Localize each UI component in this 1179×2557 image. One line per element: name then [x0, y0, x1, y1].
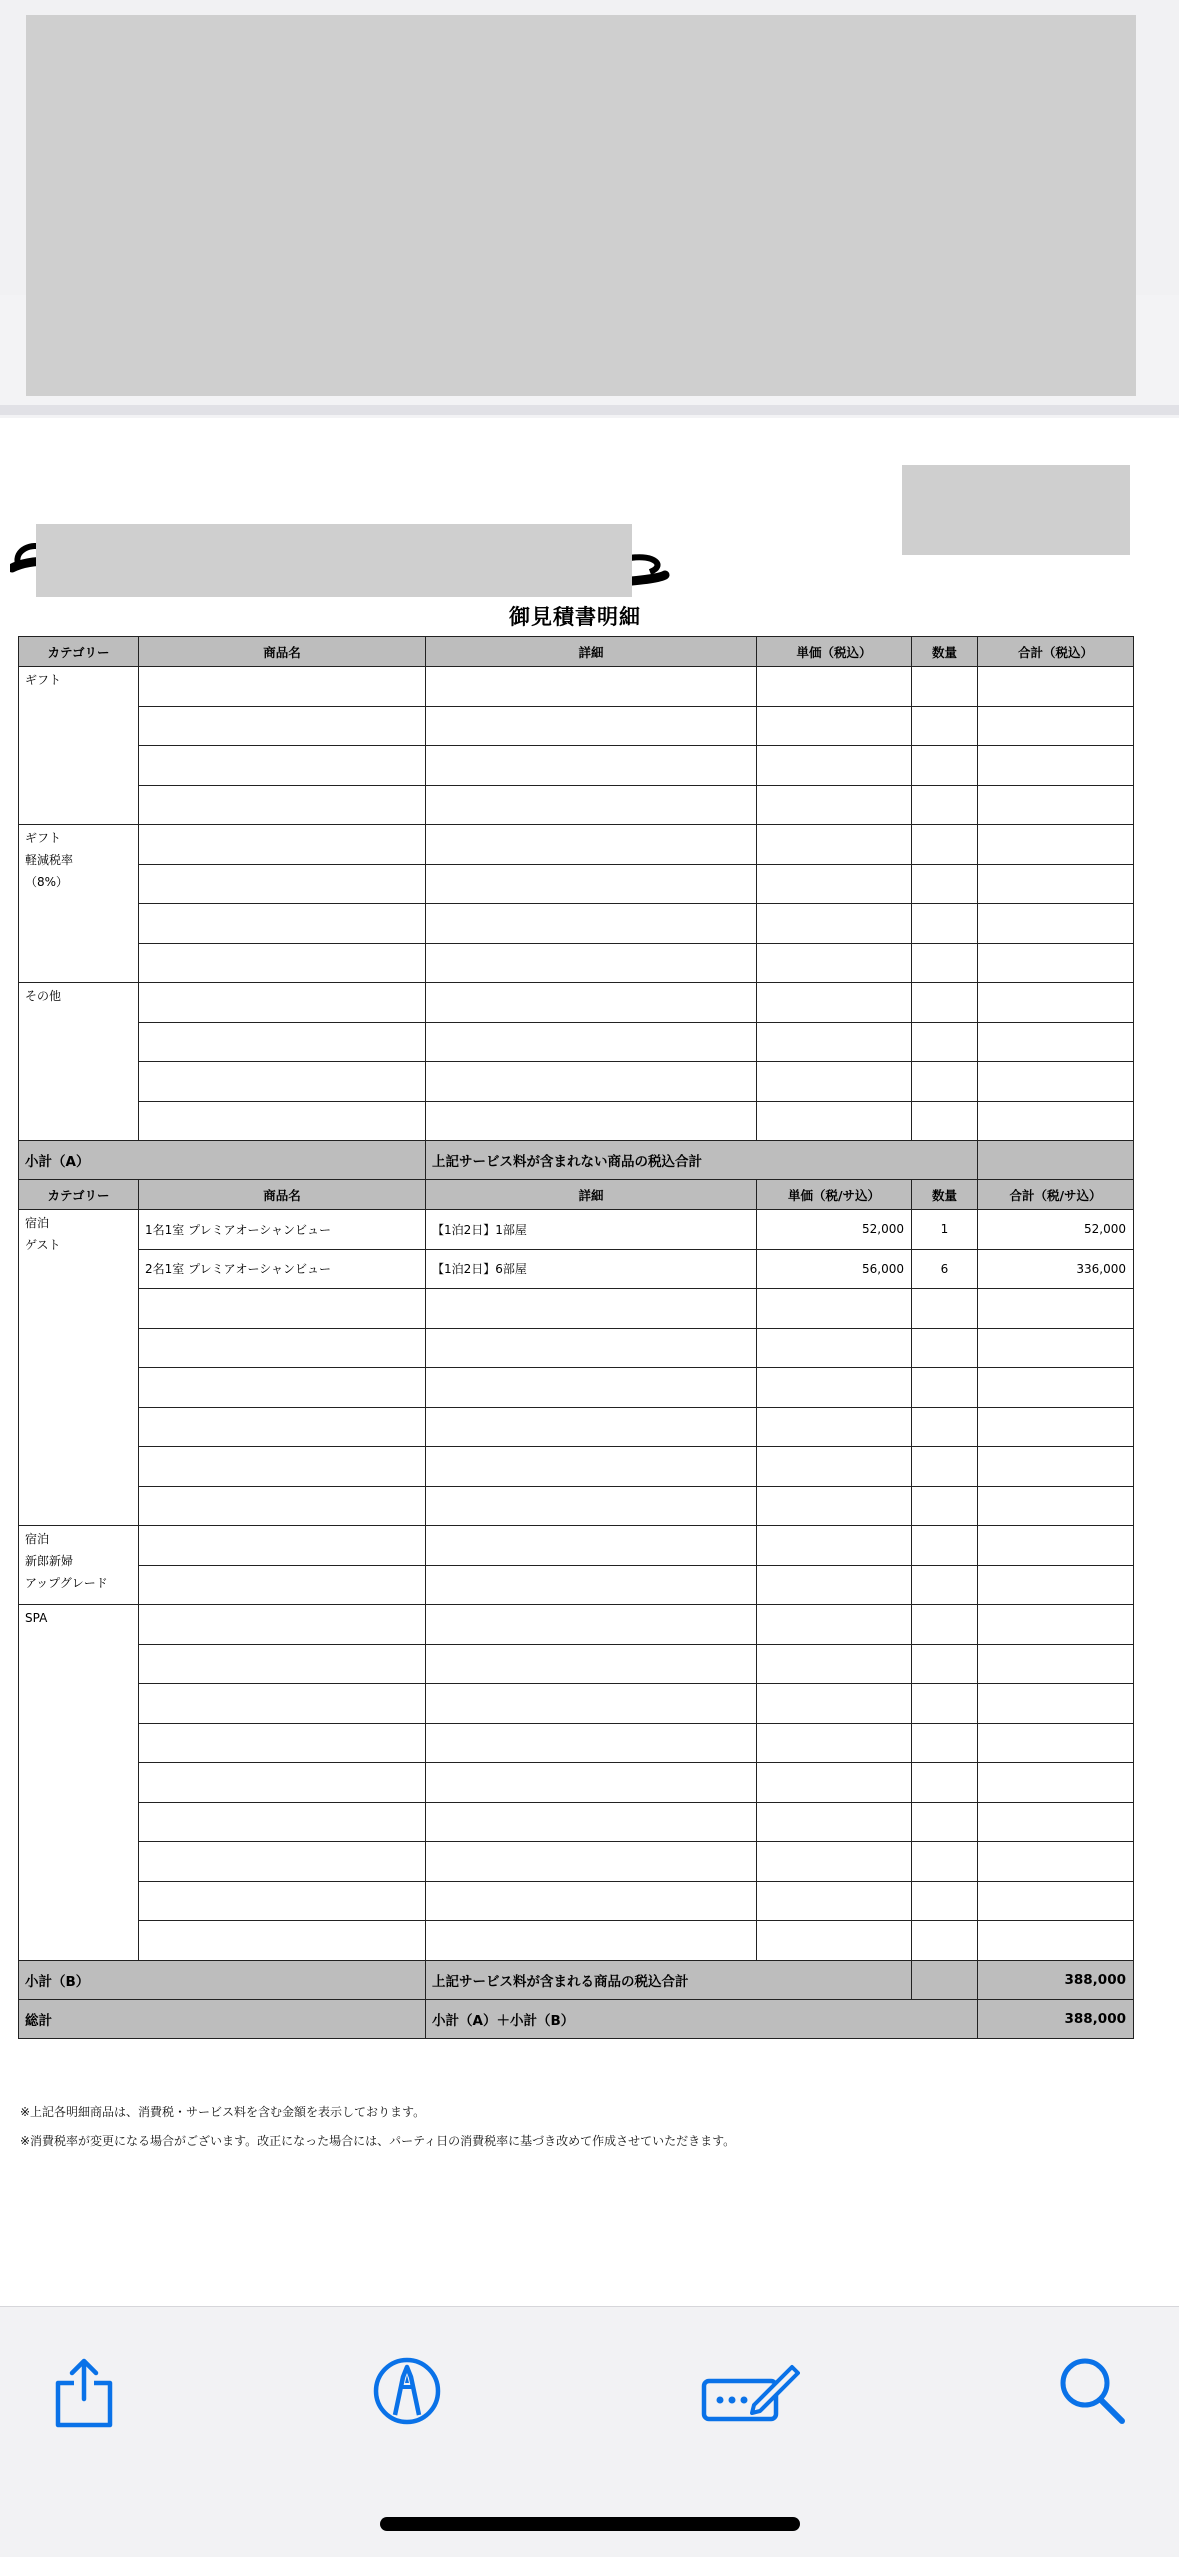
table-cell [426, 1526, 757, 1566]
category-cell: ギフト 軽減税率 （8%） [19, 825, 139, 983]
table-cell [978, 1605, 1134, 1645]
table-row [19, 825, 1134, 865]
table-cell [139, 1022, 426, 1062]
table-cell [139, 1328, 426, 1368]
column-header: 商品名 [139, 1180, 426, 1210]
signature-icon [700, 2353, 800, 2429]
summary-description: 上記サービス料が含まれる商品の税込合計 [426, 1960, 912, 1999]
table-cell [978, 1328, 1134, 1368]
table-row [19, 1249, 1134, 1289]
table-header-row [19, 637, 1134, 667]
table-row [19, 983, 1134, 1023]
table-cell [757, 1605, 912, 1645]
table-cell [139, 1447, 426, 1487]
table-cell [139, 1723, 426, 1763]
table-cell [139, 1289, 426, 1329]
redacted-stamp-box [902, 465, 1130, 555]
table-cell [426, 1368, 757, 1408]
table-cell [978, 1565, 1134, 1605]
table-row [19, 1407, 1134, 1447]
summary-label: 総計 [19, 1999, 426, 2038]
table-row [19, 1842, 1134, 1882]
column-header: 詳細 [426, 637, 757, 667]
redacted-company-name [36, 524, 632, 597]
table-row [19, 1210, 1134, 1250]
table-cell [139, 706, 426, 746]
table-cell [139, 1565, 426, 1605]
item-qty: 6 [912, 1249, 978, 1289]
table-cell [757, 1486, 912, 1526]
table-cell [978, 825, 1134, 865]
table-row [19, 1565, 1134, 1605]
table-cell [978, 1684, 1134, 1724]
table-cell [426, 983, 757, 1023]
table-header-row [19, 1180, 1134, 1210]
table-cell [912, 1763, 978, 1803]
table-cell [912, 1022, 978, 1062]
item-total: 52,000 [978, 1210, 1134, 1250]
table-cell [757, 1684, 912, 1724]
table-row [19, 1101, 1134, 1141]
table-cell [757, 1447, 912, 1487]
table-cell [426, 1921, 757, 1961]
table-cell [139, 1881, 426, 1921]
table-cell [426, 1565, 757, 1605]
table-cell [426, 746, 757, 786]
summary-value: 388,000 [978, 1960, 1134, 1999]
table-cell [426, 1723, 757, 1763]
table-cell [757, 1407, 912, 1447]
table-cell [426, 1101, 757, 1141]
table-row [19, 1368, 1134, 1408]
table-cell [978, 785, 1134, 825]
table-cell [426, 706, 757, 746]
table-cell [912, 706, 978, 746]
table-cell [978, 864, 1134, 904]
table-row [19, 1328, 1134, 1368]
table-cell [978, 1526, 1134, 1566]
item-detail: 【1泊2日】6部屋 [426, 1249, 757, 1289]
signature-button[interactable] [700, 2353, 800, 2429]
table-cell [139, 864, 426, 904]
table-cell [757, 1289, 912, 1329]
table-cell [757, 1802, 912, 1842]
category-cell: SPA [19, 1605, 139, 1961]
table-cell [139, 1526, 426, 1566]
table-row [19, 1644, 1134, 1684]
table-cell [912, 943, 978, 983]
footnote-2: ※消費税率が変更になる場合がございます。改正になった場合には、パーティ日の消費税率に基づき改めて作成させていただきます。 [20, 2134, 736, 2148]
table-cell [757, 1062, 912, 1102]
table-cell [978, 1486, 1134, 1526]
table-cell [757, 706, 912, 746]
table-cell [139, 1062, 426, 1102]
table-row [19, 1022, 1134, 1062]
summary-blank [912, 1960, 978, 1999]
table-row [19, 1881, 1134, 1921]
column-header: 合計（税込） [978, 637, 1134, 667]
table-cell [912, 1605, 978, 1645]
table-cell [139, 746, 426, 786]
column-header: 単価（税込） [757, 637, 912, 667]
table-cell [978, 1022, 1134, 1062]
table-cell [912, 1447, 978, 1487]
table-cell [757, 1842, 912, 1882]
table-cell [912, 904, 978, 944]
table-cell [426, 943, 757, 983]
table-row [19, 864, 1134, 904]
table-cell [426, 904, 757, 944]
table-cell [426, 1407, 757, 1447]
table-cell [912, 1289, 978, 1329]
table-cell [426, 1062, 757, 1102]
table-cell [426, 825, 757, 865]
table-cell [139, 1644, 426, 1684]
table-row [19, 1605, 1134, 1645]
table-cell [757, 983, 912, 1023]
table-cell [912, 1881, 978, 1921]
table-cell [912, 1328, 978, 1368]
table-cell [757, 1565, 912, 1605]
table-cell [139, 1684, 426, 1724]
table-cell [426, 667, 757, 707]
item-total: 336,000 [978, 1249, 1134, 1289]
table-cell [139, 1802, 426, 1842]
table-cell [426, 1644, 757, 1684]
table-cell [978, 746, 1134, 786]
table-cell [912, 1723, 978, 1763]
table-cell [978, 943, 1134, 983]
summary-label: 小計（A） [19, 1141, 426, 1180]
summary-description: 小計（A）＋小計（B） [426, 1999, 978, 2038]
table-cell [912, 1842, 978, 1882]
column-header: 詳細 [426, 1180, 757, 1210]
table-cell [978, 1763, 1134, 1803]
table-cell [757, 1723, 912, 1763]
table-cell [912, 1921, 978, 1961]
table-cell [426, 1684, 757, 1724]
table-cell [757, 1526, 912, 1566]
table-row [19, 1062, 1134, 1102]
table-cell [139, 1605, 426, 1645]
item-name: 2名1室 プレミアオーシャンビュー [139, 1249, 426, 1289]
table-cell [912, 864, 978, 904]
table-cell [978, 1921, 1134, 1961]
summary-row [19, 1960, 1134, 1999]
summary-value [978, 1141, 1134, 1180]
document-title: 御見積書明細 [509, 605, 641, 629]
page-separator [0, 405, 1179, 415]
estimate-table [18, 636, 1134, 2039]
table-row [19, 943, 1134, 983]
table-cell [139, 1486, 426, 1526]
column-header: カテゴリー [19, 1180, 139, 1210]
summary-label: 小計（B） [19, 1960, 426, 1999]
table-cell [912, 1062, 978, 1102]
table-cell [757, 785, 912, 825]
table-cell [139, 943, 426, 983]
table-cell [139, 904, 426, 944]
table-cell [757, 1881, 912, 1921]
item-name: 1名1室 プレミアオーシャンビュー [139, 1210, 426, 1250]
item-unit-price: 56,000 [757, 1249, 912, 1289]
table-row [19, 1447, 1134, 1487]
item-detail: 【1泊2日】1部屋 [426, 1210, 757, 1250]
estimate-table-body [19, 637, 1134, 2039]
table-cell [139, 1763, 426, 1803]
search-button[interactable] [1054, 2353, 1130, 2429]
table-cell [912, 1101, 978, 1141]
category-cell: 宿泊 新郎新婦 アップグレード [19, 1526, 139, 1605]
table-cell [978, 1447, 1134, 1487]
table-cell [426, 1763, 757, 1803]
table-cell [912, 983, 978, 1023]
summary-value: 388,000 [978, 1999, 1134, 2038]
footnote-1: ※上記各明細商品は、消費税・サービス料を含む金額を表示しております。 [20, 2105, 426, 2119]
table-cell [912, 825, 978, 865]
table-cell [912, 746, 978, 786]
table-cell [426, 785, 757, 825]
table-cell [978, 1289, 1134, 1329]
table-cell [426, 864, 757, 904]
table-cell [757, 825, 912, 865]
table-row [19, 785, 1134, 825]
markup-icon [369, 2353, 445, 2429]
table-cell [978, 1723, 1134, 1763]
category-cell: その他 [19, 983, 139, 1141]
table-row [19, 1684, 1134, 1724]
table-cell [978, 983, 1134, 1023]
table-cell [426, 1881, 757, 1921]
markup-button[interactable] [369, 2353, 445, 2429]
table-cell [139, 1368, 426, 1408]
table-cell [978, 1368, 1134, 1408]
column-header: 単価（税/サ込） [757, 1180, 912, 1210]
table-cell [912, 1684, 978, 1724]
home-indicator [380, 2517, 800, 2531]
table-cell [912, 1644, 978, 1684]
table-cell [912, 1368, 978, 1408]
table-cell [139, 1921, 426, 1961]
table-cell [978, 1062, 1134, 1102]
table-cell [912, 785, 978, 825]
table-cell [757, 1644, 912, 1684]
category-cell: 宿泊 ゲスト [19, 1210, 139, 1526]
table-cell [757, 1368, 912, 1408]
table-cell [912, 1565, 978, 1605]
table-row [19, 1921, 1134, 1961]
table-cell [757, 746, 912, 786]
share-button[interactable] [46, 2353, 122, 2429]
column-header: 合計（税/サ込） [978, 1180, 1134, 1210]
table-cell [426, 1328, 757, 1368]
table-cell [139, 1407, 426, 1447]
table-cell [912, 1486, 978, 1526]
table-cell [978, 904, 1134, 944]
table-cell [139, 667, 426, 707]
table-cell [978, 706, 1134, 746]
item-unit-price: 52,000 [757, 1210, 912, 1250]
table-cell [978, 1101, 1134, 1141]
column-header: 数量 [912, 637, 978, 667]
table-cell [426, 1022, 757, 1062]
table-row [19, 1486, 1134, 1526]
search-icon [1054, 2353, 1130, 2429]
table-cell [978, 667, 1134, 707]
table-row [19, 1289, 1134, 1329]
table-row [19, 706, 1134, 746]
table-row [19, 1802, 1134, 1842]
table-cell [426, 1842, 757, 1882]
table-cell [978, 1802, 1134, 1842]
share-icon [46, 2353, 122, 2429]
table-cell [757, 904, 912, 944]
table-cell [139, 1842, 426, 1882]
table-row [19, 1526, 1134, 1566]
column-header: 数量 [912, 1180, 978, 1210]
table-cell [426, 1289, 757, 1329]
table-cell [912, 1407, 978, 1447]
column-header: カテゴリー [19, 637, 139, 667]
table-cell [912, 667, 978, 707]
table-row [19, 667, 1134, 707]
table-cell [757, 864, 912, 904]
table-cell [426, 1802, 757, 1842]
table-cell [978, 1842, 1134, 1882]
category-cell: ギフト [19, 667, 139, 825]
item-qty: 1 [912, 1210, 978, 1250]
table-cell [139, 825, 426, 865]
redacted-header-block [26, 15, 1136, 396]
table-row [19, 746, 1134, 786]
summary-row [19, 1141, 1134, 1180]
summary-description: 上記サービス料が含まれない商品の税込合計 [426, 1141, 978, 1180]
table-cell [912, 1802, 978, 1842]
table-cell [912, 1526, 978, 1566]
table-cell [757, 1022, 912, 1062]
table-row [19, 1763, 1134, 1803]
table-cell [139, 785, 426, 825]
table-cell [757, 1328, 912, 1368]
table-cell [757, 667, 912, 707]
column-header: 商品名 [139, 637, 426, 667]
table-cell [139, 1101, 426, 1141]
table-cell [426, 1605, 757, 1645]
table-row [19, 904, 1134, 944]
table-cell [139, 983, 426, 1023]
table-row [19, 1723, 1134, 1763]
table-cell [978, 1407, 1134, 1447]
table-cell [426, 1486, 757, 1526]
table-cell [757, 1763, 912, 1803]
table-cell [757, 1101, 912, 1141]
summary-row [19, 1999, 1134, 2038]
table-cell [978, 1881, 1134, 1921]
table-cell [757, 943, 912, 983]
table-cell [757, 1921, 912, 1961]
table-cell [978, 1644, 1134, 1684]
table-cell [426, 1447, 757, 1487]
